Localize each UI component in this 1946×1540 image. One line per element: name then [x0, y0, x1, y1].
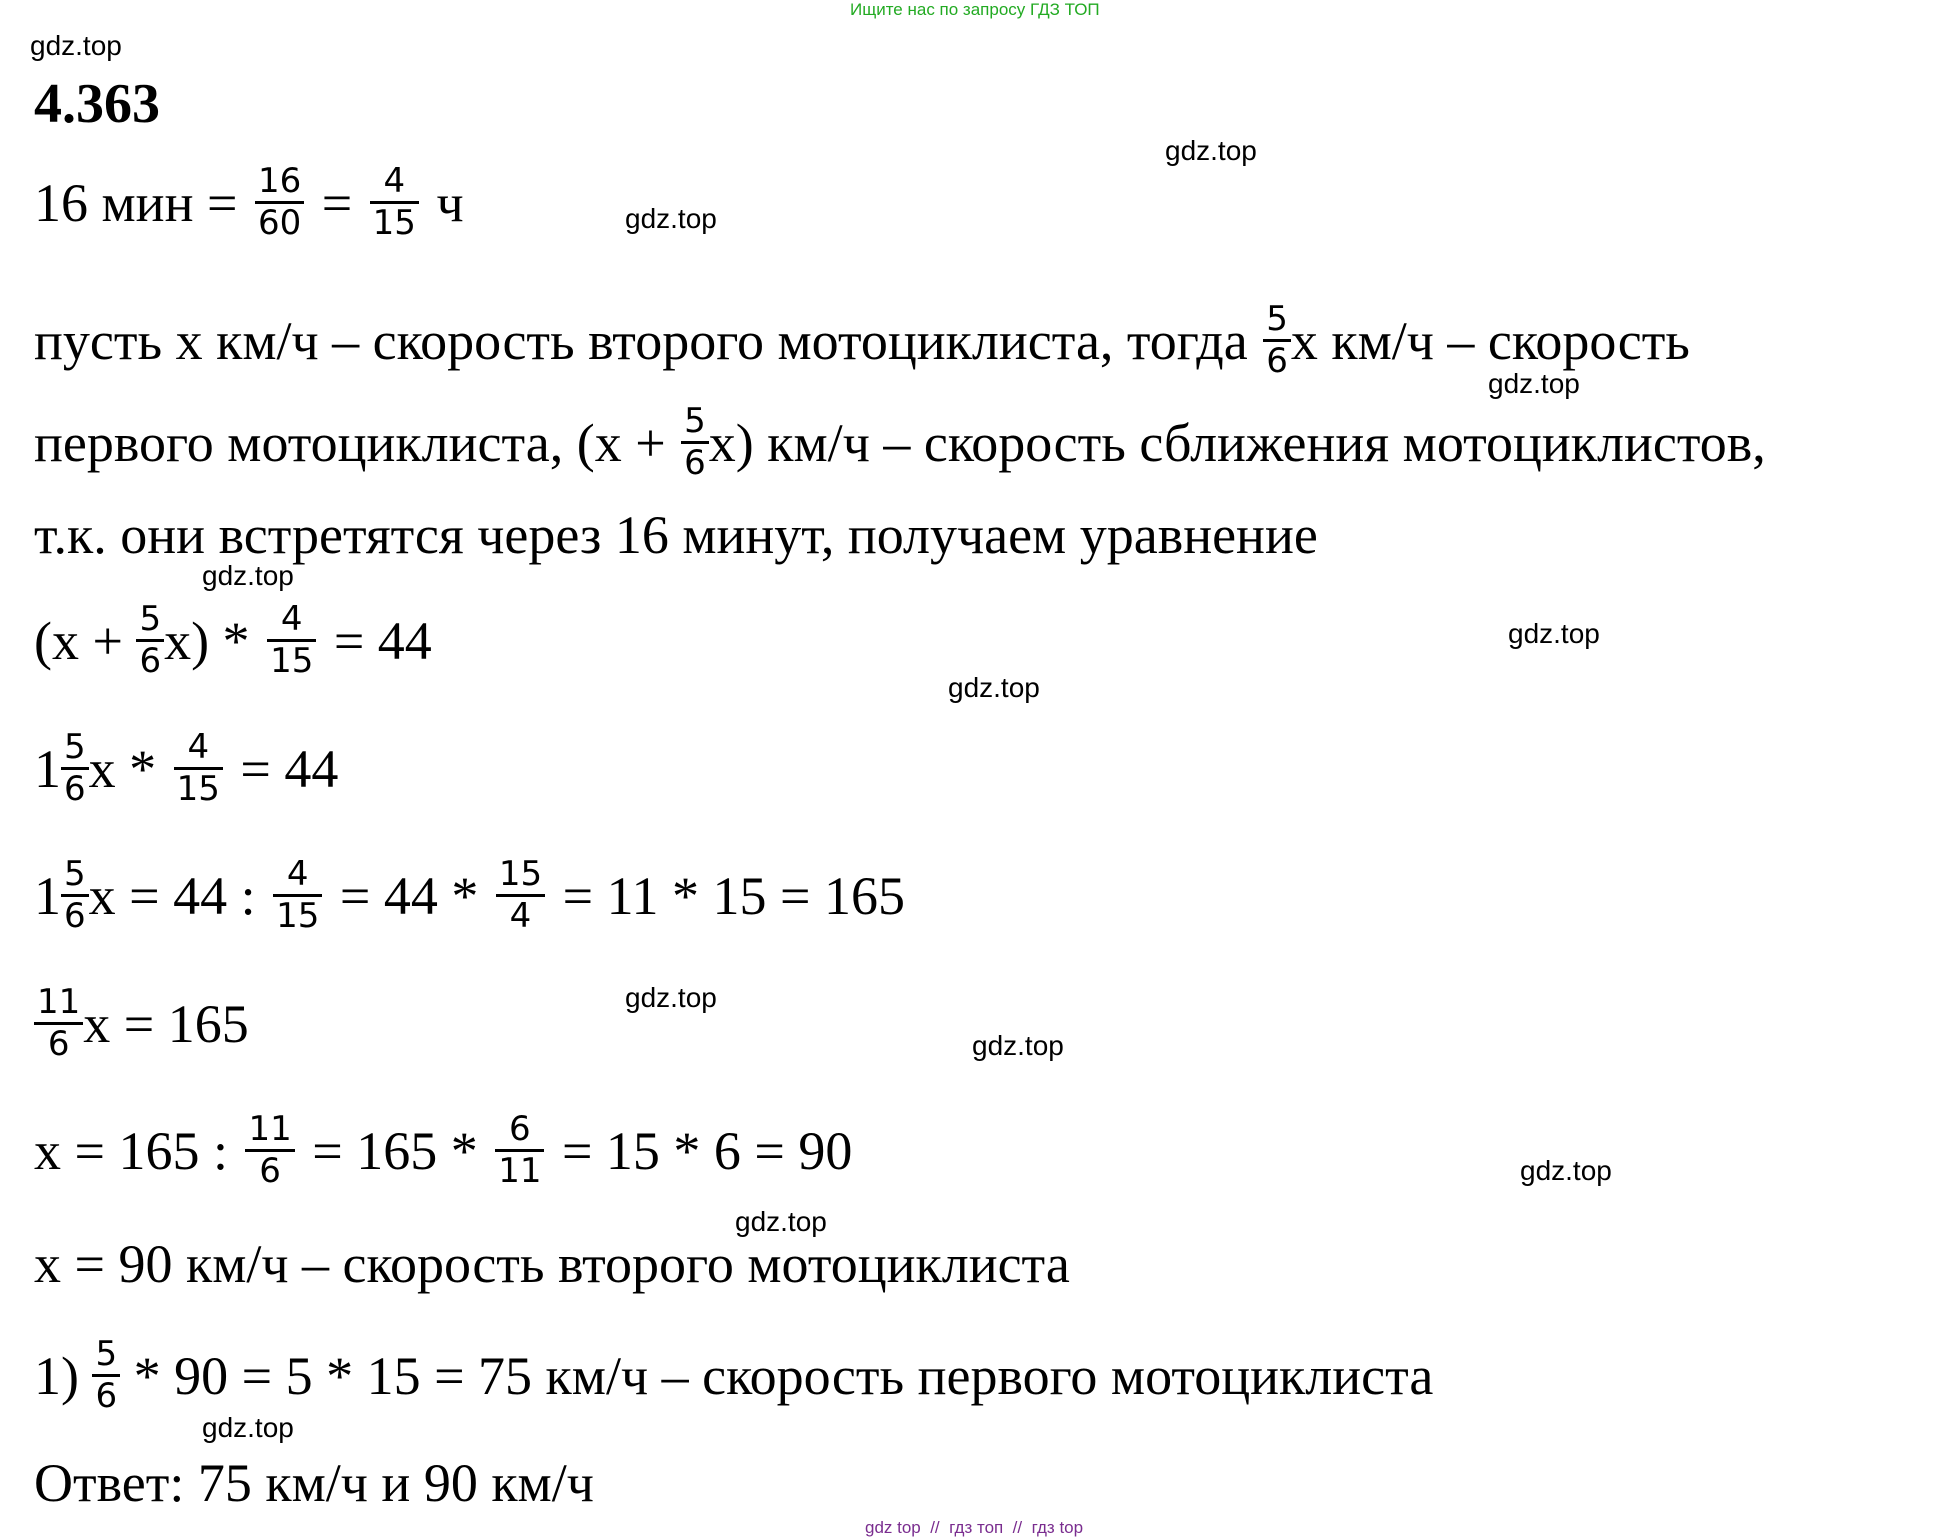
assumption-line — [34, 300, 1690, 381]
equation-line — [34, 600, 432, 681]
fraction — [370, 162, 419, 243]
line-text: = 44 * — [326, 865, 492, 926]
line-text: = — [308, 172, 366, 233]
denominator: 6 — [259, 1151, 281, 1192]
line-text: x = 165 — [83, 993, 249, 1054]
line-text: пусть x км/ч – скорость второго мотоциклиста, тогда — [34, 310, 1262, 371]
line-text: x * — [88, 738, 170, 799]
watermark: gdz.top — [735, 1206, 827, 1237]
footer-text: gdz top // гдз топ // гдз top — [865, 1518, 1084, 1537]
fraction — [92, 1335, 120, 1416]
fraction — [61, 728, 89, 809]
line-text: = 165 * — [298, 1120, 492, 1181]
line-text: (x + — [34, 610, 137, 671]
numerator: 11 — [248, 1109, 292, 1149]
denominator: 6 — [1266, 341, 1288, 382]
equation-step-line — [34, 728, 338, 809]
fraction — [1263, 300, 1291, 381]
numerator: 5 — [64, 854, 86, 894]
line-text: ч — [422, 172, 464, 233]
numerator: 15 — [498, 854, 543, 894]
line-text: 16 мин = — [34, 172, 251, 233]
line-text: = 15 * 6 = 90 — [548, 1120, 853, 1181]
denominator: 6 — [64, 896, 86, 937]
time-conversion-line — [34, 162, 464, 243]
watermark: gdz.top — [202, 1412, 294, 1443]
line-text: 1 — [34, 865, 61, 926]
equation-step-line — [34, 855, 905, 936]
numerator: 5 — [139, 599, 162, 639]
answer-line — [34, 1453, 594, 1513]
fraction — [273, 855, 322, 936]
approach-speed-line — [34, 402, 1766, 483]
fraction — [496, 855, 545, 936]
numerator: 11 — [37, 982, 81, 1022]
fraction — [136, 600, 164, 681]
denominator: 6 — [47, 1024, 70, 1065]
denominator: 60 — [257, 203, 302, 244]
watermark: gdz.top — [972, 1030, 1064, 1061]
equation-step-line — [34, 983, 249, 1064]
watermark: gdz.top — [625, 982, 717, 1013]
watermark: gdz.top — [1165, 135, 1257, 166]
numerator: 5 — [95, 1334, 118, 1374]
line-text: x = 44 : — [88, 865, 270, 926]
fraction — [34, 983, 83, 1064]
watermark: gdz.top — [625, 203, 717, 234]
fraction — [267, 600, 316, 681]
fraction — [255, 162, 304, 243]
equation-intro-line — [34, 505, 1318, 565]
denominator: 11 — [498, 1151, 542, 1192]
footer-link[interactable] — [865, 1518, 1083, 1538]
fraction — [681, 402, 709, 483]
line-text: первого мотоциклиста, (x + — [34, 412, 680, 473]
numerator: 4 — [280, 599, 303, 639]
numerator: 4 — [187, 727, 210, 767]
denominator: 6 — [684, 443, 706, 484]
numerator: 5 — [1266, 299, 1288, 339]
line-text: 1) — [34, 1345, 93, 1406]
line-text: = 11 * 15 = 165 — [549, 865, 906, 926]
denominator: 4 — [509, 896, 532, 937]
denominator: 15 — [270, 641, 314, 682]
first-speed-line — [34, 1335, 1433, 1416]
watermark: gdz.top — [948, 672, 1040, 703]
denominator: 6 — [64, 769, 86, 810]
fraction — [245, 1110, 294, 1191]
line-text: * 90 = 5 * 15 = 75 км/ч – скорость первого мотоциклиста — [120, 1345, 1434, 1406]
top-banner: Ищите нас по запросу ГДЗ ТОП — [850, 0, 1100, 19]
line-text: x) * — [164, 610, 264, 671]
denominator: 15 — [372, 203, 416, 244]
denominator: 6 — [139, 641, 162, 682]
fraction — [61, 855, 89, 936]
denominator: 15 — [176, 769, 220, 810]
watermark: gdz.top — [1520, 1155, 1612, 1186]
line-text: x км/ч – скорость — [1290, 310, 1690, 371]
numerator: 16 — [257, 161, 302, 201]
line-text: = 44 — [320, 610, 432, 671]
numerator: 4 — [286, 854, 309, 894]
numerator: 5 — [684, 401, 706, 441]
fraction — [495, 1110, 544, 1191]
line-text: x = 90 км/ч – скорость второго мотоциклиста — [34, 1234, 1070, 1294]
fraction — [174, 728, 223, 809]
denominator: 6 — [95, 1376, 118, 1417]
line-text: = 44 — [226, 738, 339, 799]
numerator: 4 — [383, 161, 406, 201]
watermark: gdz.top — [30, 30, 122, 61]
problem-number: 4.363 — [34, 73, 160, 135]
numerator: 6 — [509, 1109, 531, 1149]
line-text: 1 — [34, 738, 61, 799]
second-speed-line — [34, 1234, 1070, 1294]
numerator: 5 — [64, 727, 86, 767]
watermark: gdz.top — [1508, 618, 1600, 649]
answer-text: Ответ: 75 км/ч и 90 км/ч — [34, 1453, 594, 1513]
line-text: x) км/ч – скорость сближения мотоциклистов, — [708, 412, 1766, 473]
denominator: 15 — [276, 896, 320, 937]
equation-step-line — [34, 1110, 852, 1191]
watermark: gdz.top — [1488, 368, 1580, 399]
line-text: x = 165 : — [34, 1120, 242, 1181]
line-text: т.к. они встретятся через 16 минут, получаем уравнение — [34, 505, 1318, 565]
watermark: gdz.top — [202, 560, 294, 591]
